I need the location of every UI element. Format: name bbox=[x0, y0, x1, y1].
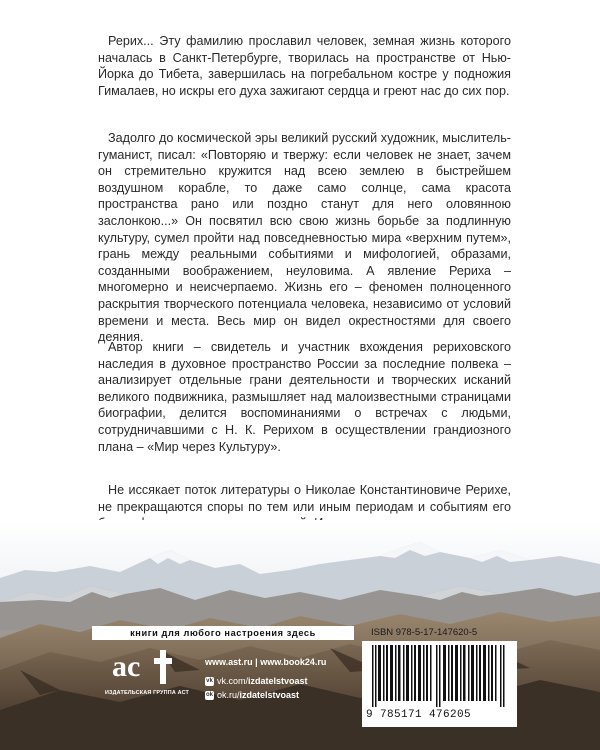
tagline-banner: книги для любого настроения здесь bbox=[92, 626, 354, 640]
barcode-bars bbox=[372, 645, 507, 707]
logo-cross-icon bbox=[154, 650, 172, 684]
logo-subtitle: ИЗДАТЕЛЬСКАЯ ГРУППА АСТ bbox=[104, 690, 190, 696]
ok-link[interactable] bbox=[205, 690, 299, 700]
websites-link[interactable]: www.ast.ru | www.book24.ru bbox=[205, 657, 327, 667]
vk-link[interactable] bbox=[205, 676, 308, 686]
logo-text: ас bbox=[112, 650, 141, 683]
barcode-number: 9 785171 476205 bbox=[366, 709, 472, 721]
paragraph-intro: Рерих... Эту фамилию прославил человек, земная жизнь которого началась в Санкт-Петербурге, творилась на пространстве от Нью-Йорка до Тибета, завершилась на погребальном костре у подножия Гималаев, но искры его духа зажигают сердца и греют нас до сих пор. bbox=[98, 34, 511, 98]
paragraph-quote: Задолго до космической эры великий русский художник, мыслитель-гуманист, писал: «Повторяю и твержу: если человек не знает, зачем он стремительно кружится над всею землею в быстрейшем воздушном корабле, то даже само солнце, сама красота пространства рано или поздно станут для него оловянною заслонкою...» Он посвятил всю свою жизнь борьбе за подлинную культуру, сумел пройти над повседневностью мира «верхним путем», грань между реальными событиями и мифологией, образами, созданными воображением, неуловима. А явление Рериха – многомерно и неисчерпаемо. Жизнь его – феномен полноценного раскрытия творческого потенциала человека, независимо от условий времени и места. Весь мир он видел окрестностями для своего деяния. bbox=[98, 131, 511, 345]
publisher-logo bbox=[92, 650, 202, 722]
paragraph-author: Автор книги – свидетель и участник вхождения рериховского наследия в духовное пространство России за последние полвека – анализирует отдельные грани деятельности и творческих исканий великого подвижника, размышляет над малоизвестными страницами биографии, делится воспоминаниями о встречах с людьми, сотрудничавшими с Н. К. Рерихом в осуществлении грандиозного плана – «Мир через Культуру». bbox=[98, 340, 511, 454]
vk-prefix: vk.com/ bbox=[217, 676, 249, 686]
ok-prefix: ok.ru/ bbox=[217, 690, 240, 700]
vk-handle: izdatelstvoast bbox=[248, 676, 308, 686]
barcode bbox=[362, 641, 517, 727]
paragraph-legacy: Не иссякает поток литературы о Николае Константиновиче Рерихе, не прекращаются споры по тем или иным периодам и событиям его bbox=[98, 483, 511, 514]
ok-icon: ok bbox=[205, 692, 213, 699]
isbn-label: ISBN 978-5-17-147620-5 bbox=[371, 627, 478, 638]
ok-handle: izdatelstvoast bbox=[239, 690, 300, 700]
vk-icon: vk bbox=[206, 678, 213, 685]
